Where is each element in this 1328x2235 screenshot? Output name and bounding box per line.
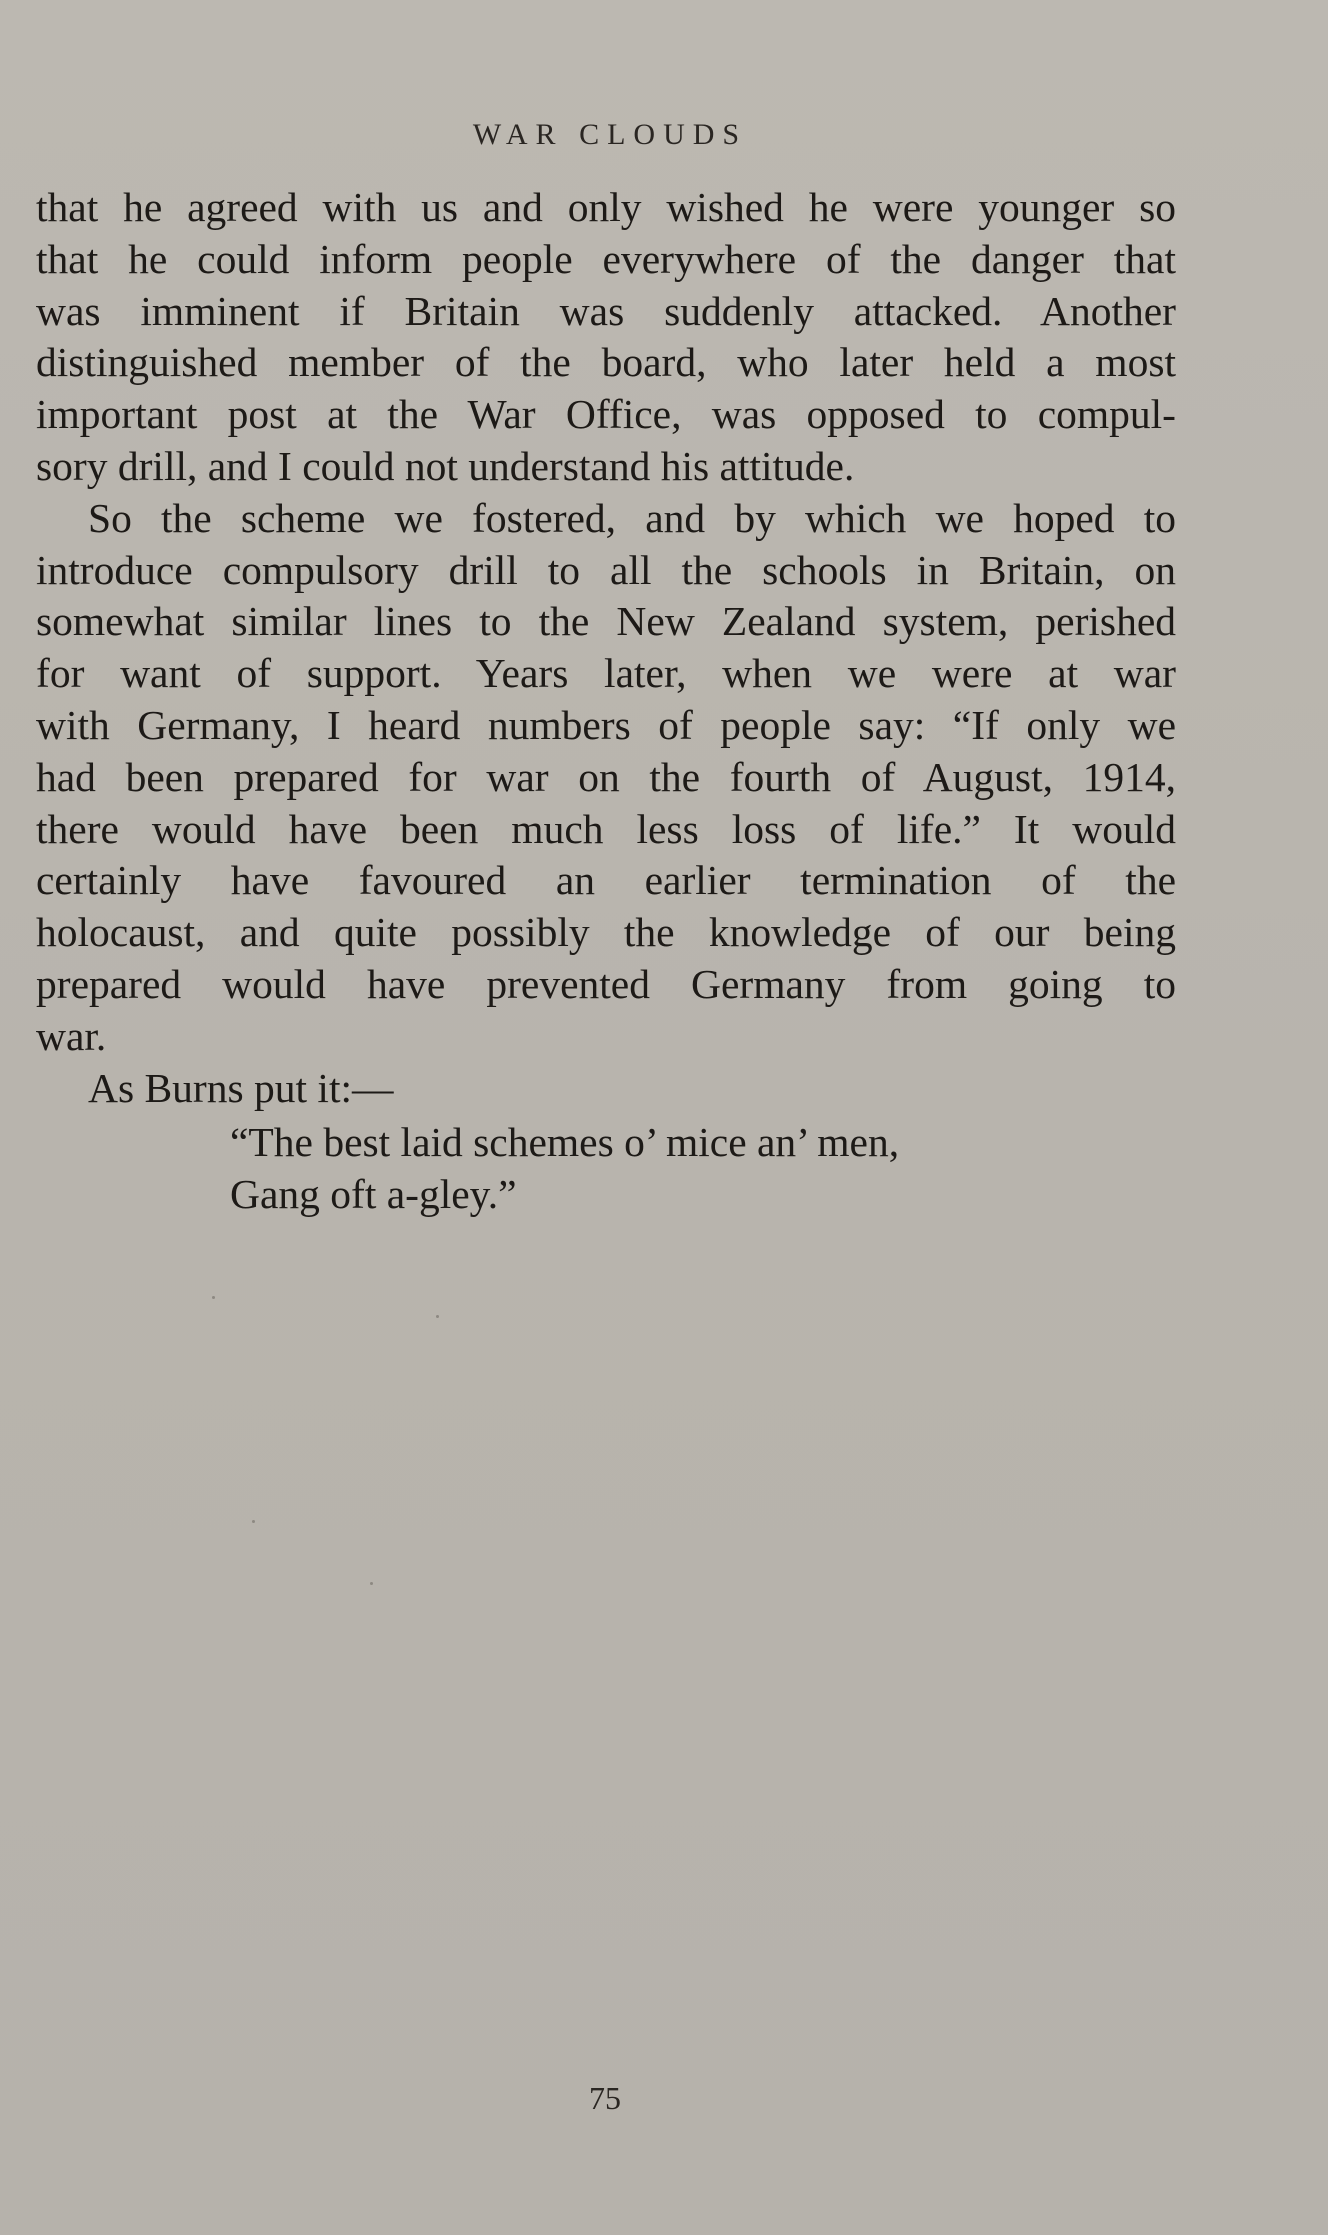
paragraph-1 — [36, 182, 1176, 493]
paragraph-2 — [36, 493, 1176, 1063]
paper-speck — [252, 1520, 255, 1523]
text-line: for want of support. Years later, when we were at war — [36, 650, 1176, 697]
text-line: there would have been much less loss of life.” It would — [36, 805, 1176, 852]
verse-line: “The best laid schemes o’ mice an’ men, — [230, 1119, 900, 1165]
running-head: WAR CLOUDS — [472, 118, 748, 151]
text-line: As Burns put it:— — [88, 1064, 394, 1111]
text-line: had been prepared for war on the fourth of August, 1914, — [36, 753, 1176, 800]
text-line: that he agreed with us and only wished he were younger so — [36, 184, 1176, 230]
verse-quotation — [230, 1117, 899, 1221]
text-line: with Germany, I heard numbers of people say: “If only we — [36, 701, 1176, 748]
text-line: certainly have favoured an earlier termination of the — [36, 857, 1176, 904]
text-line: introduce compulsory drill to all the schools in Britain, on — [36, 546, 1176, 593]
text-line: was imminent if Britain was suddenly attacked. Another — [36, 287, 1176, 334]
text-line: that he could inform people everywhere of the danger that — [36, 235, 1176, 282]
paper-speck — [436, 1315, 439, 1318]
page-number: 75 — [589, 2080, 621, 2116]
paper-speck — [370, 1582, 373, 1585]
text-line: prepared would have prevented Germany from going to — [36, 960, 1176, 1007]
text-line: somewhat similar lines to the New Zealand system, perished — [36, 598, 1176, 645]
text-line: important post at the War Office, was opposed to compul- — [36, 391, 1176, 438]
text-line: sory drill, and I could not understand his attitude. — [36, 442, 855, 489]
paper-speck — [212, 1296, 215, 1299]
body-text — [36, 182, 1176, 1114]
text-line: So the scheme we fostered, and by which we hoped to — [88, 494, 1176, 541]
verse-line: Gang oft a-gley.” — [230, 1170, 517, 1217]
text-line: distinguished member of the board, who later held a most — [36, 339, 1176, 386]
text-line: war. — [36, 1012, 107, 1059]
text-line: holocaust, and quite possibly the knowledge of our being — [36, 909, 1176, 956]
paragraph-3 — [36, 1063, 1176, 1115]
